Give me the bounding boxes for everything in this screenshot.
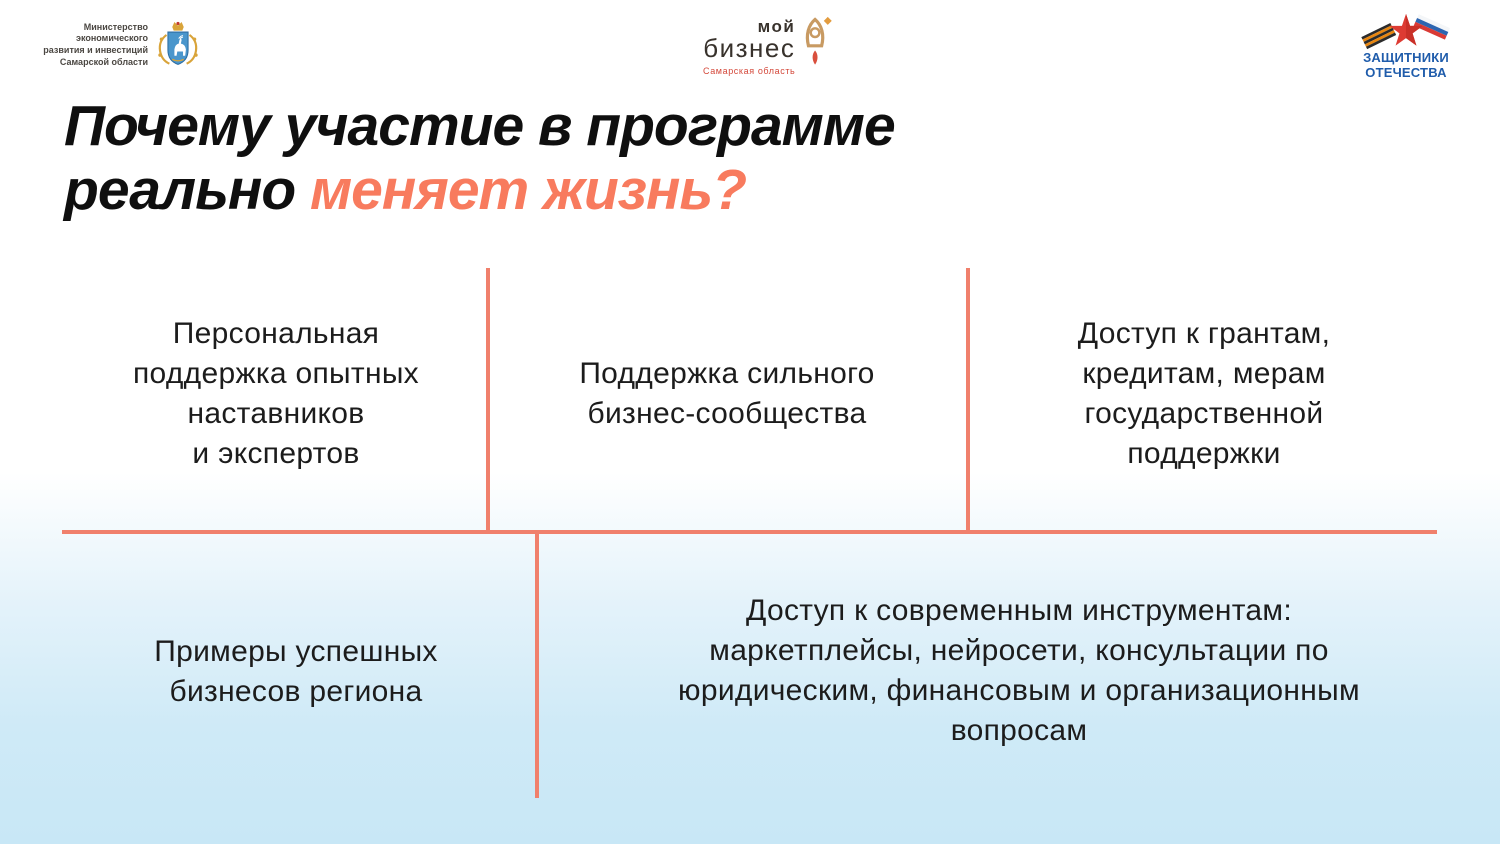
vertical-divider-bottom	[535, 532, 539, 798]
benefit-success-examples	[96, 632, 496, 712]
benefit-personal-support	[76, 314, 476, 474]
benefit-line: поддержка опытных	[133, 357, 419, 390]
benefit-line: государственной	[1084, 397, 1324, 430]
defenders-logo-text	[1363, 51, 1449, 80]
moy-biznes-word-biznes: бизнес	[703, 33, 796, 63]
ministry-text-line: Самарской области	[59, 56, 148, 67]
vertical-divider-top-2	[966, 268, 970, 532]
benefit-line: Примеры успешных	[154, 635, 438, 668]
defenders-text-line: ОТЕЧЕСТВА	[1365, 64, 1447, 80]
benefit-line: наставников	[187, 397, 365, 430]
moy-biznes-logo	[703, 18, 832, 76]
benefit-line: вопросам	[950, 714, 1088, 747]
benefit-modern-tools	[599, 591, 1439, 751]
horizontal-divider	[62, 530, 1437, 534]
benefit-line: бизнесов региона	[169, 675, 423, 708]
benefit-line: Персональная	[172, 317, 380, 350]
benefit-line: бизнес-сообщества	[587, 397, 867, 430]
defenders-text-line: ЗАЩИТНИКИ	[1363, 50, 1449, 65]
moy-biznes-word-moy: мой	[757, 17, 796, 36]
moy-biznes-region-label: Самарская область	[703, 66, 796, 77]
benefit-business-community	[507, 354, 947, 434]
benefit-line: и экспертов	[192, 437, 360, 470]
benefit-grants-access	[984, 314, 1424, 474]
benefit-line: поддержки	[1127, 437, 1281, 470]
ministry-logo	[30, 16, 201, 74]
ministry-logo-text	[30, 22, 148, 69]
slide-title-line2	[64, 158, 895, 222]
ministry-text-line: экономического	[76, 33, 148, 44]
slide-title-line2-black: реально	[64, 158, 310, 222]
benefit-line: юридическим, финансовым и организационным	[678, 674, 1360, 707]
vertical-divider-top-1	[486, 268, 490, 532]
ministry-text-line: развития и инвестиций	[43, 45, 148, 55]
benefit-line: Доступ к современным инструментам:	[746, 594, 1292, 627]
benefit-line: Доступ к грантам,	[1077, 317, 1331, 350]
benefit-line: Поддержка сильного	[579, 357, 875, 390]
samara-coat-of-arms-icon	[155, 16, 201, 74]
slide-title	[64, 94, 895, 222]
defenders-logo	[1346, 12, 1466, 80]
rocket-icon	[800, 16, 832, 70]
defenders-emblem-icon	[1354, 12, 1458, 50]
benefit-line: кредитам, мерам	[1082, 357, 1326, 390]
slide-title-accent: меняет жизнь?	[310, 158, 747, 222]
ministry-text-line: Министерство	[83, 21, 148, 32]
moy-biznes-text	[703, 18, 795, 76]
slide-title-line1: Почему участие в программе	[64, 94, 895, 158]
benefit-line: маркетплейсы, нейросети, консультации по	[709, 634, 1329, 667]
